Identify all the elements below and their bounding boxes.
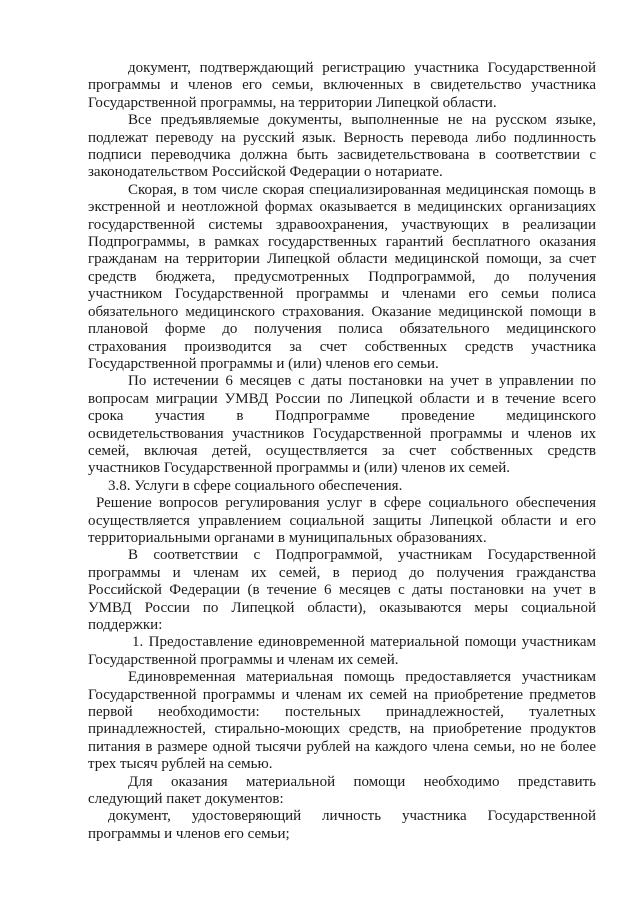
paragraph-emergency-medical-care: Скорая, в том числе скорая специализированная медицинская помощь в экстренной и неотложной формах оказывается в медицинских организациях государственной системы здравоохранения, участвующих в реализации Подпрограммы, в рамках государственных гарантий бесплатного оказания гражданам на территории Липецкой области медицинской помощи, за счет средств бюджета, предусмотренных Подпрограммой, до получения участником Государственной программы и членами его семьи полиса обязательного медицинского страхования. Оказание медицинской помощи в плановой форме до получения полиса обязательного медицинского страхования производится за счет собственных средств участника Государственной программы и (или) членов его семьи. xyxy=(88,181,596,372)
document-body xyxy=(88,60,596,843)
list-item-identity-document: документ, удостоверяющий личность участника Государственной программы и членов его семьи; xyxy=(88,808,596,842)
paragraph-assistance-details: Единовременная материальная помощь предоставляется участникам Государственной программы и членам их семей на приобретение предметов первой необходимости: постельных принадлежностей, туалетных принадлежностей, стирально-моющих средств, на приобретение продуктов питания в размере одной тысячи рублей на каждого члена семьи, но не более трех тысяч рублей на семью. xyxy=(88,669,596,773)
paragraph-registration-document: документ, подтверждающий регистрацию участника Государственной программы и членов его семьи, включенных в свидетельство участника Государственной программы, на территории Липецкой области. xyxy=(88,60,596,111)
paragraph-support-measures: В соответствии с Подпрограммой, участникам Государственной программы и членам их семей, в период до получения гражданства Российской Федерации (в течение 6 месяцев с даты постановки на учет в УМВД России по Липецкой области), оказываются меры социальной поддержки: xyxy=(88,547,596,633)
paragraph-social-protection: Решение вопросов регулирования услуг в сфере социального обеспечения осуществляется управлением социальной защиты Липецкой области и его территориальными органами в муниципальных образованиях. xyxy=(88,495,596,546)
paragraph-required-documents: Для оказания материальной помощи необходимо представить следующий пакет документов: xyxy=(88,773,596,808)
paragraph-medical-examination: По истечении 6 месяцев с даты постановки на учет в управлении по вопросам миграции УМВД России по Липецкой области и в течение всего срока участия в Подпрограмме проведение медицинского освидетельствования участников Государственной программы и членов их семей, включая детей, осуществляется за счет собственных средств участников Государственной программы и (или) членов их семей. xyxy=(88,373,596,477)
list-item-material-assistance: 1. Предоставление единовременной материальной помощи участникам Государственной программы и членам их семей. xyxy=(88,634,596,668)
paragraph-translation: Все предъявляемые документы, выполненные не на русском языке, подлежат переводу на русский язык. Верность перевода либо подлинность подписи переводчика должна быть засвидетельствована в соответствии с законодательством Российской Федерации о нотариате. xyxy=(88,112,596,181)
section-heading-social-services: 3.8. Услуги в сфере социального обеспечения. xyxy=(108,477,403,494)
